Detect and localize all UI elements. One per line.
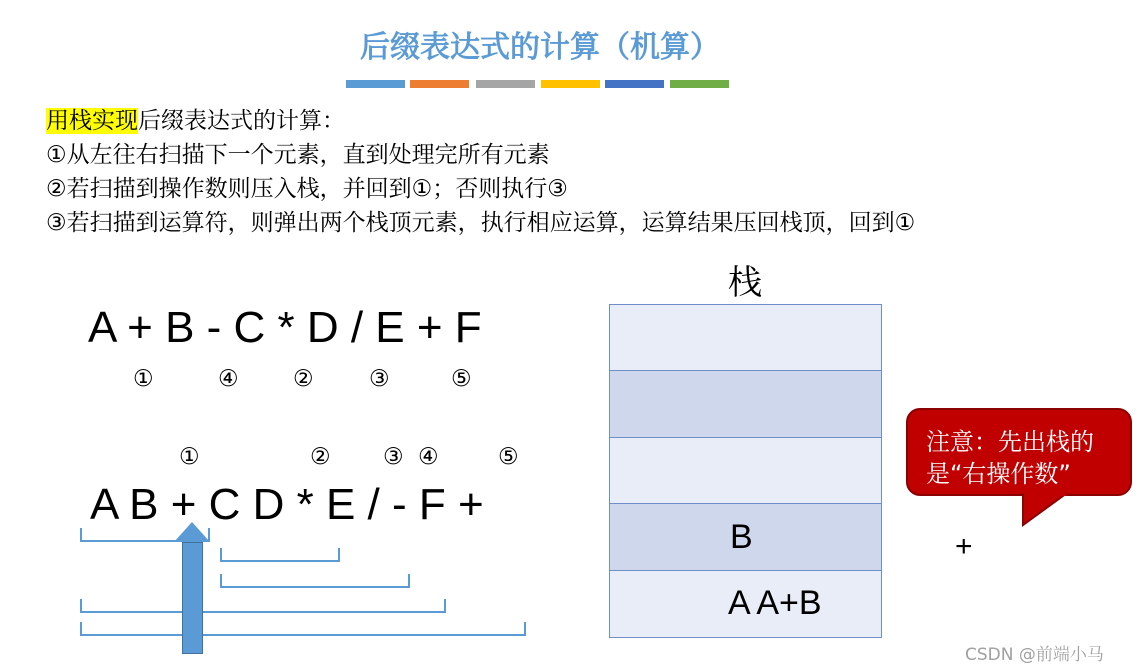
bracket-plus-final bbox=[80, 622, 526, 636]
stack-cell-5 bbox=[609, 570, 882, 638]
current-operator: + bbox=[955, 530, 973, 563]
infix-mark-2: ④ bbox=[218, 366, 239, 392]
scan-arrow-head bbox=[174, 522, 210, 542]
note-line-1: 注意：先出栈的 bbox=[926, 428, 1094, 456]
color-bar-2 bbox=[410, 80, 469, 88]
color-bar-6 bbox=[670, 80, 729, 88]
postfix-mark-4: ④ bbox=[418, 444, 439, 470]
callout-tail bbox=[1015, 493, 1075, 527]
bracket-cd-mul bbox=[220, 548, 340, 562]
postfix-expression: A B + C D * E / - F + bbox=[90, 480, 484, 529]
stack-title: 栈 bbox=[728, 263, 762, 303]
slide-title: 后缀表达式的计算（机算） bbox=[360, 30, 720, 65]
stack-cell-4 bbox=[609, 503, 882, 571]
stack-cell-2 bbox=[609, 370, 882, 438]
stack-cell-1 bbox=[609, 304, 882, 372]
bracket-minus bbox=[80, 599, 446, 613]
postfix-mark-5: ⑤ bbox=[498, 444, 519, 470]
rule-line-2: ①从左往右扫描下一个元素，直到处理完所有元素 bbox=[46, 142, 550, 168]
infix-mark-3: ② bbox=[293, 366, 314, 392]
stack-cell-3 bbox=[609, 437, 882, 505]
note-line-2: 是“右操作数” bbox=[926, 460, 1071, 488]
color-bar-5 bbox=[605, 80, 664, 88]
postfix-mark-3: ③ bbox=[383, 444, 404, 470]
rule-line-1-rest: 后缀表达式的计算： bbox=[138, 108, 345, 134]
color-bar-1 bbox=[346, 80, 405, 88]
infix-mark-5: ⑤ bbox=[451, 366, 472, 392]
stack-cell-5-value: A A+B bbox=[728, 584, 822, 622]
color-bar-4 bbox=[541, 80, 600, 88]
stack-cell-4-value: B bbox=[730, 517, 753, 556]
callout-note bbox=[906, 408, 1132, 496]
postfix-mark-2: ② bbox=[310, 444, 331, 470]
color-bar-3 bbox=[476, 80, 535, 88]
rule-line-3: ②若扫描到操作数则压入栈，并回到①；否则执行③ bbox=[46, 176, 568, 202]
rules-text bbox=[46, 104, 915, 240]
infix-expression: A + B - C * D / E + F bbox=[88, 303, 482, 352]
postfix-mark-1: ① bbox=[179, 444, 200, 470]
highlight-text: 用栈实现 bbox=[46, 108, 138, 134]
stack bbox=[609, 305, 882, 638]
rule-line-1 bbox=[46, 104, 915, 138]
infix-mark-1: ① bbox=[133, 366, 154, 392]
infix-mark-4: ③ bbox=[369, 366, 390, 392]
rule-line-4: ③若扫描到运算符，则弹出两个栈顶元素，执行相应运算，运算结果压回栈顶，回到① bbox=[46, 210, 916, 236]
watermark: CSDN @前端小马 bbox=[965, 645, 1104, 665]
bracket-div bbox=[220, 574, 410, 588]
scan-arrow-icon bbox=[182, 542, 203, 654]
